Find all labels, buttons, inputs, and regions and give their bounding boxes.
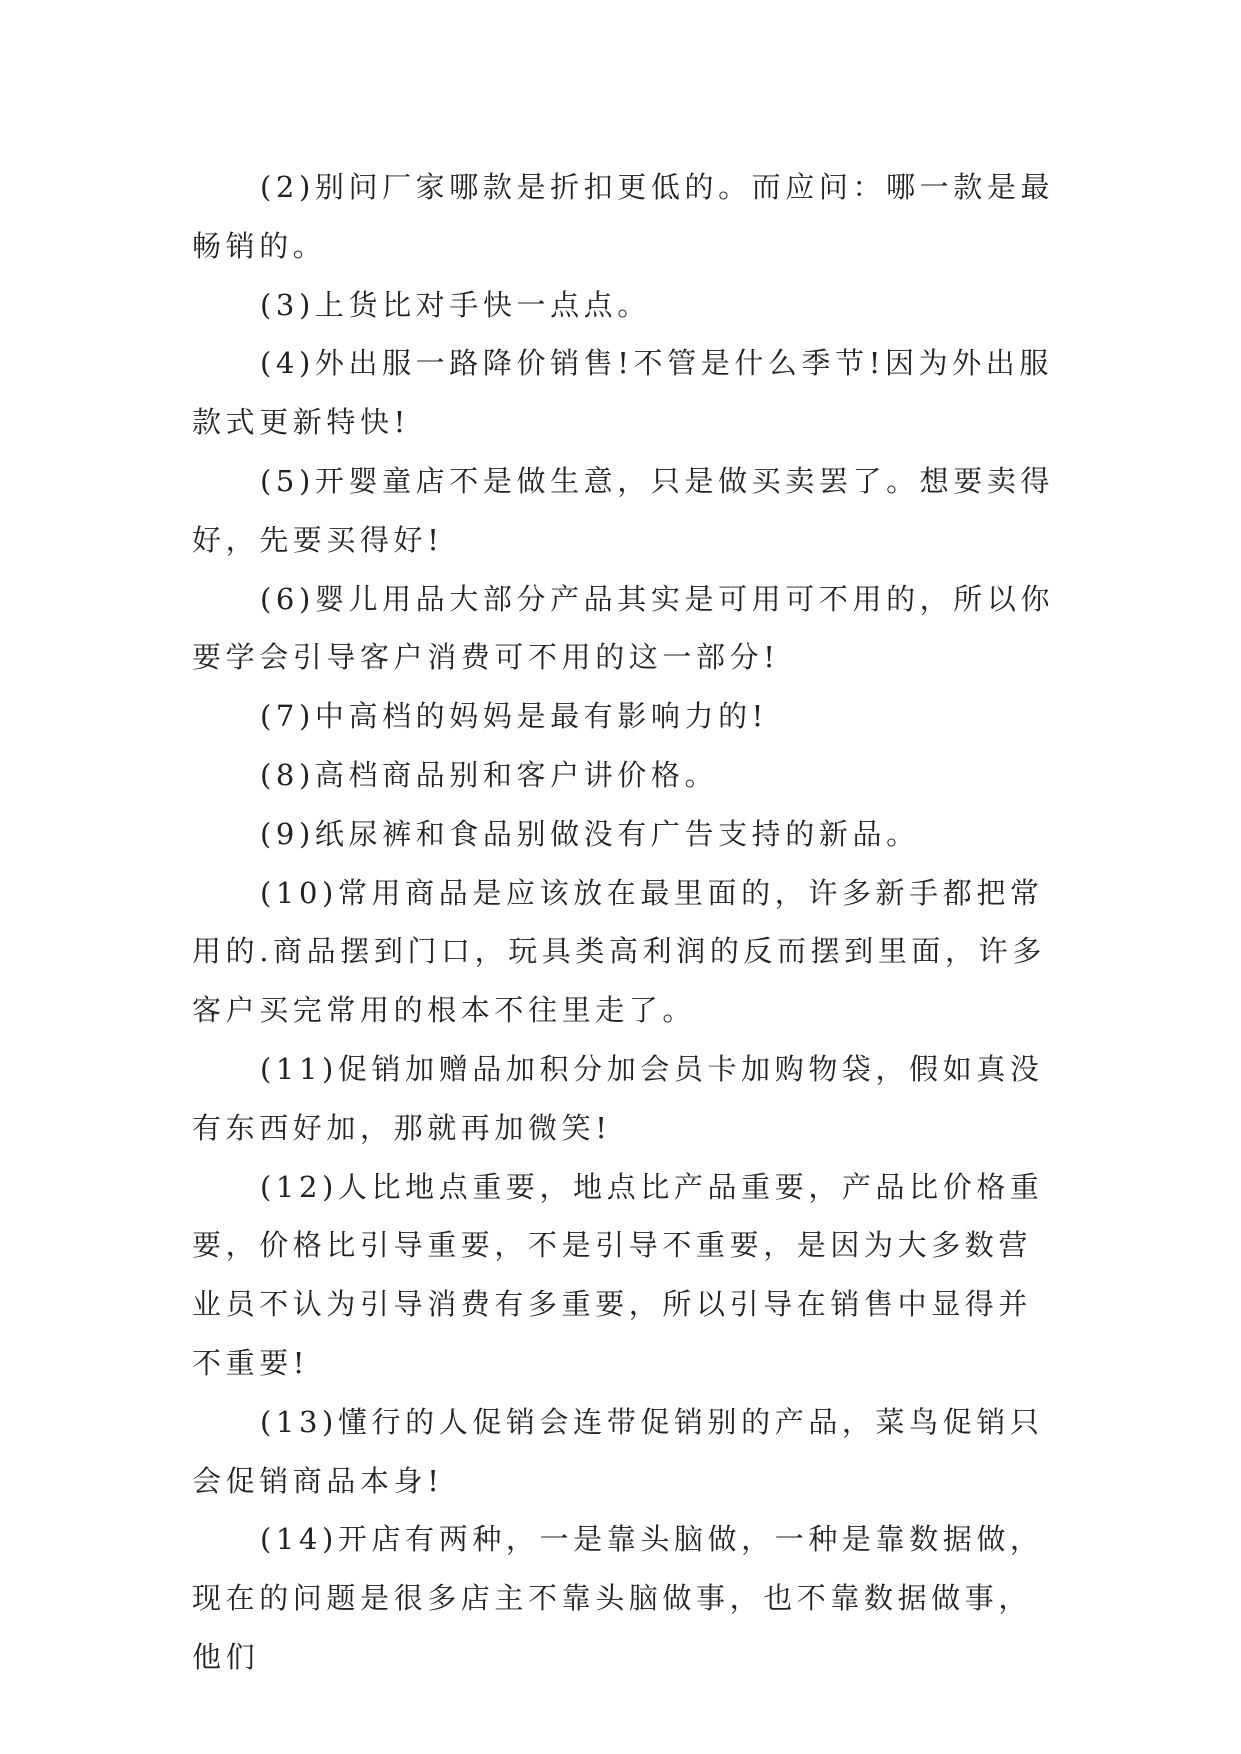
document-body	[192, 158, 1060, 1687]
paragraph-3: (3)上货比对手快一点点。	[260, 287, 651, 322]
paragraph-4: (4)外出服一路降价销售!不管是什么季节!因为外出服款式更新特快!	[192, 346, 1053, 440]
paragraph-13: (13)懂行的人促销会连带促销别的产品，菜鸟促销只会促销商品本身!	[192, 1404, 1044, 1498]
paragraph-10: (10)常用商品是应该放在最里面的，许多新手都把常用的.商品摆到门口，玩具类高利润的反而摆到里面，许多客户买完常用的根本不往里走了。	[192, 875, 1046, 1028]
paragraph-7: (7)中高档的妈妈是最有影响力的!	[260, 699, 768, 734]
paragraph-11: (11)促销加赠品加积分加会员卡加购物袋，假如真没有东西好加，那就再加微笑!	[192, 1051, 1044, 1145]
paragraph-2: (2)别问厂家哪款是折扣更低的。而应问：哪一款是最畅销的。	[192, 170, 1055, 263]
paragraph-8: (8)高档商品别和客户讲价格。	[260, 757, 719, 792]
paragraph-14: (14)开店有两种，一是靠头脑做，一种是靠数据做，现在的问题是很多店主不靠头脑做事，也不靠数据做事，他们	[192, 1522, 1044, 1674]
paragraph-9: (9)纸尿裤和食品别做没有广告支持的新品。	[260, 816, 920, 851]
paragraph-6: (6)婴儿用品大部分产品其实是可用可不用的，所以你要学会引导客户消费可不用的这一部分!	[192, 581, 1055, 675]
paragraph-5: (5)开婴童店不是做生意，只是做买卖罢了。想要卖得好，先要买得好!	[192, 463, 1055, 557]
paragraph-12: (12)人比地点重要，地点比产品重要，产品比价格重要，价格比引导重要，不是引导不重要，是因为大多数营业员不认为引导消费有多重要，所以引导在销售中显得并不重要!	[192, 1169, 1044, 1380]
